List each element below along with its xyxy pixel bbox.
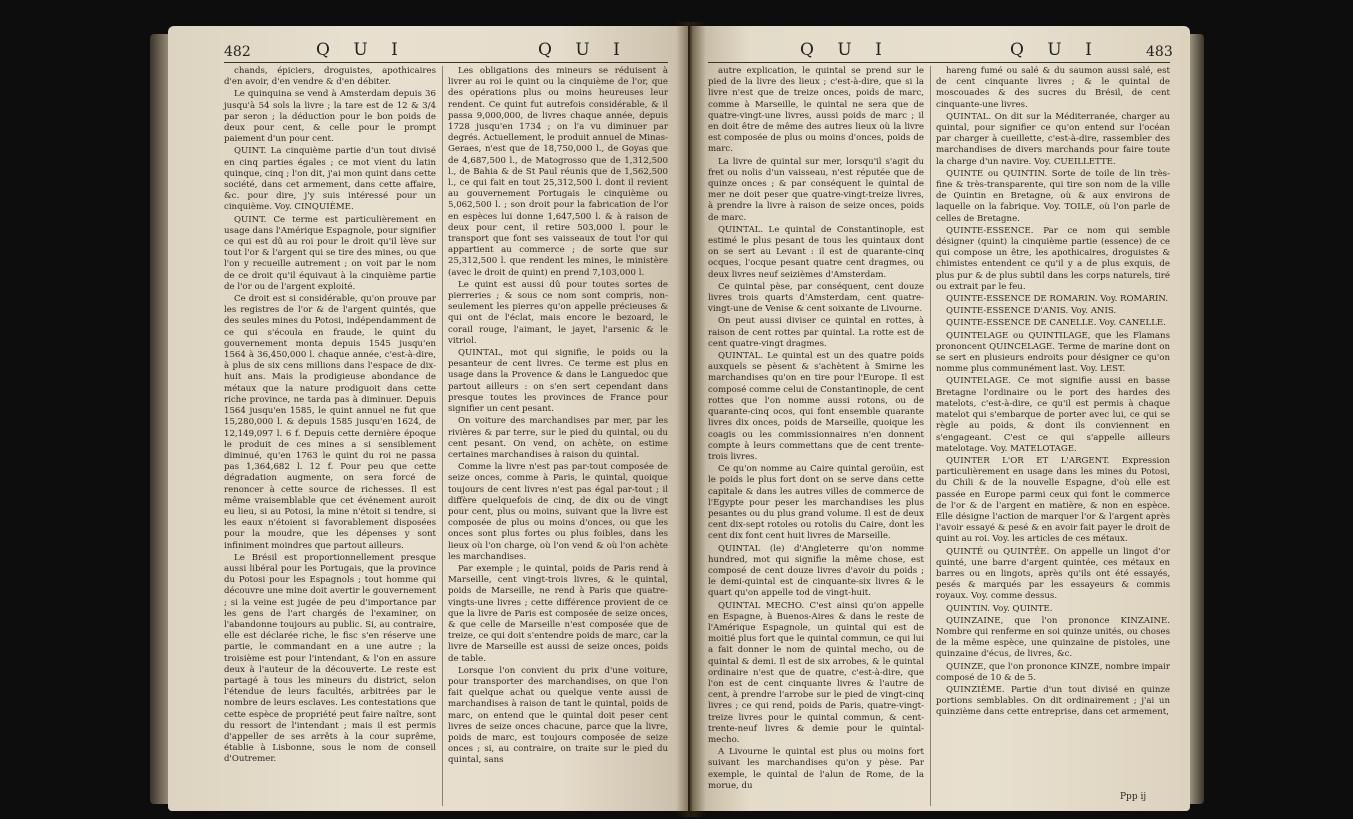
paragraph: Ce quintal pèse, par conséquent, cent douze livres trois quarts d'Amsterdam, cent quatre-vingt-une de Venise & cent soixante de Livourne. xyxy=(708,281,924,315)
paragraph: On peut aussi diviser ce quintal en rottes, à raison de cent rottes par quintal. La rotte est de cent quatre-vingt dragmes. xyxy=(708,316,924,349)
right-header-rule xyxy=(708,62,1170,63)
left-running-head-a: Q U I xyxy=(316,40,407,60)
paragraph: QUINTÉ ou QUINTÉE. On appelle un lingot d'or quinté, une barre d'argent quintée, ces métaux en barres ou en lingots, après qu'ils ont été essayés, pesés & marqués par les essayeurs & commis royaux. Voy. comme dessus. xyxy=(936,546,1170,602)
paragraph: QUINT. Ce terme est particulièrement en usage dans l'Amérique Espagnole, pour signifier ce qui est dû au roi pour le droit qu'il lève sur tout l'or & l'argent qui se tire des mines, ou que l'on y recueille autrement ; on voit par le nom de ce droit qu'il équivaut à la cinquième partie de l'or ou de l'argent exploité. xyxy=(224,214,436,292)
paragraph: QUINTAL, mot qui signifie, le poids ou la pesanteur de cent livres. Ce terme est plus en usage dans la Provence & dans le Languedoc que partout ailleurs : on s'en sert cependant dans presque toutes les provinces de France pour signifier un cent pesant. xyxy=(448,348,668,415)
book-gutter xyxy=(676,22,706,817)
paragraph: Ce qu'on nomme au Caire quintal geroüin, est le poids le plus fort dont on se serve dans cette capitale & dans les autres villes de commerce de l'Egypte pour peser les marchandises les plus pesantes ou du plus grand volume. Il est de deux cent dix-sept rotoles ou rotolis du Caire, dont les cent dix font cent huit livres de Marseille. xyxy=(708,464,924,542)
paragraph: On voiture des marchandises par mer, par les rivières & par terre, sur le pied du quintal, ou du cent pesant. On vend, on achète, on estime certaines marchandises à raison du quintal. xyxy=(448,416,668,460)
paragraph: QUINTAL. Le quintal est un des quatre poids auxquels se pèsent & s'achètent à Smirne les marchandises qu'on en tire pour l'Europe. Il est composé comme celui de Constantinople, de cent rottes que l'on nomme aussi rotons, ou de quarante-cinq ocos, qui font ensemble quarante livres dix onces, poids de Marseille, quoique les coagis ou les commissionnaires n'en donnent compte à leurs commettans que de cent trente-trois livres. xyxy=(708,351,924,462)
paragraph: QUINTELAGE. Ce mot signifie aussi en basse Bretagne l'ordinaire ou le port des hardes des matelots, c'est-à-dire, ce qu'il est permis à chaque matelot qui s'embarque de porter avec lui, ce qui se règle au poids, & dont ils conviennent en s'engageant. C'est ce qui s'appelle ailleurs matelotage. Voy. MATELOTAGE. xyxy=(936,376,1170,454)
paragraph: QUINZAINE, que l'on prononce KINZAINE. Nombre qui renferme en soi quinze unités, ou choses de la même espèce, une quinzaine de pistoles, une quinzaine d'écus, de livres, &c. xyxy=(936,615,1170,660)
paragraph: QUINTE-ESSENCE D'ANIS. Voy. ANIS. xyxy=(946,306,1117,317)
right-column-2 xyxy=(936,66,1170,788)
paragraph: QUINTE ou QUINTIN. Sorte de toile de lin très-fine & très-transparente, qui tire son nom de la ville de Quintin en Bretagne, où & aux environs de laquelle on la fabrique. Voy. TOILE, où l'on parle de celles de Bretagne. xyxy=(936,168,1170,224)
paragraph: Lorsque l'on convient du prix d'une voiture, pour transporter des marchandises, on que l'on fait quelque achat ou quelque vente aussi de marchandises à raison de tant le quintal, poids de marc, on entend que le quintal doit peser cent livres de seize onces chacune, parce que la livre, poids de marc, est toujours composée de seize onces ; si, au contraire, on traite sur le pied du quintal, sans xyxy=(448,665,668,766)
paragraph: QUINTIN. Voy. QUINTE. xyxy=(946,603,1053,614)
left-running-head-b: Q U I xyxy=(538,40,629,60)
signature-mark: Ppp ij xyxy=(1120,792,1147,802)
paragraph: Ce droit est si considérable, qu'on prouve par les registres de l'or & de l'argent quintés, que des seules mines du Potosi, indépendamment de ce qui s'écoula en fraude, le quint du gouvernement monta depuis 1545 jusqu'en 1564 à 36,450,000 l. chaque année, c'est-à-dire, à plus de six cens millions dans l'espace de dix-huit ans. Mais la prodigieuse abondance de métaux que la nature prodiguoit dans cette riche province, ne tarda pas à diminuer. Depuis 1564 jusqu'en 1585, le quint annuel ne fut que 15,280,000 l. & depuis 1585 jusqu'en 1624, de 12,149,097 l. 6 f. Depuis cette dernière époque le produit de ces mines a si sensiblement diminué, qu'en 1763 le quint du roi ne passa pas 1,364,682 l. 12 f. Pour peu que cette dégradation augmente, on sera forcé de renoncer à cette source de richesses. Il est même vraisemblable que cet événement auroit eu lieu, si au Potosi, la mine n'étoit si tendre, si les eaux n'étoient si favorablement disposées pour la moudre, que les dépenses y sont infiniment moindres que partout ailleurs. xyxy=(224,294,436,551)
right-page-number: 483 xyxy=(1146,44,1173,60)
paragraph: QUINTAL. On dit sur la Méditerranée, charger au quintal, pour signifier ce qu'on entend sur l'océan par charger à cueillette, c'est-à-dire, rassembler des marchandises de divers marchands pour faire toute la charge d'un navire. Voy. CUEILLETTE. xyxy=(936,111,1170,167)
paragraph: Le Brésil est proportionnellement presque aussi libéral pour les Portugais, que la province du Potosi pour les Espagnols ; tout homme qui découvre une mine doit avertir le gouvernement ; si la veine est jugée de peu d'importance par les gens de l'art chargés de l'examiner, on l'abandonne toujours au public. Si, au contraire, elle est déclarée riche, le fisc s'en réserve une partie, le commandant en a une autre ; la troisième est pour l'intendant, & l'on en assure deux à l'auteur de la découverte. Le reste est partagé à tous les mineurs du district, selon l'étendue de leurs facultés, arbitrées par le nombre de leurs esclaves. Les contestations que cette espèce de propriété peut faire naître, sont du ressort de l'intendant ; mais il est permis d'appeller de ses arrêts à la cour suprême, établie à Lisbonne, sous le nom de conseil d'Outremer. xyxy=(224,552,436,765)
right-page-edge xyxy=(1188,34,1204,804)
left-page-edge xyxy=(150,34,170,804)
right-column-divider xyxy=(930,66,931,806)
paragraph: autre explication, le quintal se prend sur le pied de la livre des lieux ; c'est-à-dire, que si la livre n'est que de treize onces, poids de marc, comme à Marseille, le quintal ne sera que de quatre-vingt-une livres, aussi poids de marc ; il en doit être de même des autres lieux où la livre est composée de plus ou moins d'onces, poids de marc. xyxy=(708,66,924,155)
paragraph: A Livourne le quintal est plus ou moins fort suivant les marchandises qu'on y pèse. Par exemple, le quintal de l'alun de Rome, de la morue, du xyxy=(708,747,924,791)
paragraph: QUINTE-ESSENCE DE CANELLE. Voy. CANELLE. xyxy=(946,318,1166,329)
left-header-rule xyxy=(224,62,668,63)
left-column-1 xyxy=(224,66,436,806)
paragraph: Les obligations des mineurs se réduisent à livrer au roi le quint ou la cinquième de l'or, que des opérations plus ou moins heureuses leur rendent. Ce quint fut autrefois considérable, & il passa 9,000,000, de livres chaque année, depuis 1728 jusqu'en 1734 ; on l'a vu diminuer par degrés. Actuellement, le produit annuel de Minas-Geraes, n'est que de 18,750,000 l., de Goyas que de 4,687,500 l., de Matogrosso que de 1,312,500 l., de Bahia & de St Paul réunis que de 1,562,500 l., ce qui fait en tout 25,312,500 l. dont il revient au gouvernement Portugais le cinquième ou 5,062,500 l. ; son droit pour la fabrication de l'or en espèces lui donne 1,647,500 l. & à raison de deux pour cent, il retire 503,000 l. pour le transport que font ses vaisseaux de tout l'or qui appartient au commerce ; de sorte que sur 25,312,500 l. que rendent les mines, le ministère (avec le droit de quint) en prend 7,103,000 l. xyxy=(448,66,668,278)
paragraph: QUINTE-ESSENCE. Par ce nom qui semble désigner (quint) la cinquième partie (essence) de ce qui compose un être, les apothicaires, droguistes & chimistes entendent ce qu'il y a de plus exquis, de plus pur & de plus subtil dans les corps naturels, tiré ou extrait par le feu. xyxy=(936,225,1170,292)
right-column-1 xyxy=(708,66,924,806)
right-running-head-b: Q U I xyxy=(1010,40,1101,60)
paragraph: QUINZE, que l'on prononce KINZE, nombre impair composé de 10 & de 5. xyxy=(936,661,1170,683)
paragraph: QUINT. La cinquième partie d'un tout divisé en cinq parties égales ; ce mot vient du latin quinque, cinq ; l'on dit, j'ai mon quint dans cette société, dans cet armement, dans cette affaire, &c. pour dire, j'y suis intéressé pour un cinquième. Voy. CINQUIÈME. xyxy=(224,146,436,213)
right-running-head-a: Q U I xyxy=(800,40,891,60)
left-page-number: 482 xyxy=(224,44,251,60)
right-page xyxy=(690,26,1190,811)
left-page xyxy=(168,26,688,811)
paragraph: QUINTE-ESSENCE DE ROMARIN. Voy. ROMARIN. xyxy=(946,294,1169,305)
paragraph: QUINTER L'OR ET L'ARGENT. Expression particulièrement en usage dans les mines du Potosi, du Chili & de la nouvelle Espagne, d'où elle est passée en Europe parmi ceux qui font le commerce de l'or & de l'argent en matière, & non en espèce. Elle désigne l'action de marquer l'or & l'argent après l'avoir essayé & pesé & en avoir fait payer le droit de quint au roi. Voy. les articles de ces métaux. xyxy=(936,455,1170,545)
paragraph: Le quint est aussi dû pour toutes sortes de pierreries ; & sous ce nom sont compris, non-seulement les pierres qu'on appelle précieuses & qui ont de l'éclat, mais encore le bezoard, le corail rouge, l'aimant, le jayet, l'arsenic & le vitriol. xyxy=(448,279,668,346)
paragraph: QUINTAL (le) d'Angleterre qu'on nomme hundred, mot qui signifie la même chose, est composé de cent douze livres d'avoir du poids ; le demi-quintal est de cinquante-six livres & le quart qu'on appelle tod de vingt-huit. xyxy=(708,543,924,599)
paragraph: La livre de quintal sur mer, lorsqu'il s'agit du fret ou nolis d'un vaisseau, n'est réputée que de quinze onces ; & par conséquent le quintal de mer ne doit peser que quatre-vingt-treize livres, à prendre la livre à raison de seize onces, poids de marc. xyxy=(708,156,924,223)
left-column-2 xyxy=(448,66,668,806)
paragraph: QUINTAL. Le quintal de Constantinople, est estimé le plus pesant de tous les quintaux dont on se sert au Levant : il est de quarante-cinq ocques, l'ocque pesant quatre cent dragmes, ou deux livres neuf seizièmes d'Amsterdam. xyxy=(708,224,924,280)
paragraph: chands, épiciers, droguistes, apothicaires d'en avoir, d'en vendre & d'en débiter. xyxy=(224,66,436,88)
paragraph: Comme la livre n'est pas par-tout composée de seize onces, comme à Paris, le quintal, quoique toujours de cent livres n'est pas égal par-tout ; il diffère quelquefois de cinq, de dix ou de vingt pour cent, plus ou moins, suivant que la livre est composée de plus ou moins d'onces, ou que les onces sont plus fortes ou plus foibles, dans les lieux où l'on charge, où l'on vend & où l'on achète les marchandises. xyxy=(448,462,668,562)
paragraph: QUINTELAGE ou QUINTILAGE, que les Flamans prononcent QUINCELAGE. Terme de marine dont on se sert en plusieurs endroits pour désigner ce qu'on nomme plus communément last. Voy. LEST. xyxy=(936,330,1170,375)
paragraph: hareng fumé ou salé & du saumon aussi salé, est de cent cinquante livres ; & le quintal de moscouades & des sucres du Brésil, de cent cinquante-une livres. xyxy=(936,66,1170,110)
paragraph: QUINZIÈME. Partie d'un tout divisé en quinze portions semblables. On dit ordinairement ; j'ai un quinzième dans cette entreprise, dans cet armement, xyxy=(936,684,1170,718)
paragraph: Le quinquina se vend à Amsterdam depuis 36 jusqu'à 54 sols la livre ; la tare est de 12 & 3/4 par seron ; la déduction pour le bon poids de deux pour cent, & celle pour le prompt paiement d'un pour cent. xyxy=(224,89,436,145)
left-column-divider xyxy=(442,66,443,806)
paragraph: QUINTAL MECHO. C'est ainsi qu'on appelle en Espagne, à Buenos-Aires & dans le reste de l'Amérique Espagnole, un quintal qui est de moitié plus fort que le quintal commun, ce qui lui a fait donner le nom de quintal mecho, ou de quintal & demi. Il est de six arrobes, & le quintal ordinaire n'est que de quatre, c'est-à-dire, que l'on est de cent cinquante livres & l'autre de cent, à prendre l'arrobe sur le pied de vingt-cinq livres ; ce qui rend, poids de Paris, quatre-vingt-treize livres pour le quintal commun, & cent-trente-neuf livres & demie pour le quintal-mecho. xyxy=(708,600,924,745)
paragraph: Par exemple ; le quintal, poids de Paris rend à Marseille, cent vingt-trois livres, & le quintal, poids de Marseille, ne rend à Paris que quatre-vingts-une livres ; cette différence provient de ce que la livre de Paris est composée de seize onces, & que celle de Marseille n'est composée que de treize, ce qui doit s'entendre poids de marc, car la livre de Marseille est aussi de seize onces, poids de table. xyxy=(448,563,668,664)
